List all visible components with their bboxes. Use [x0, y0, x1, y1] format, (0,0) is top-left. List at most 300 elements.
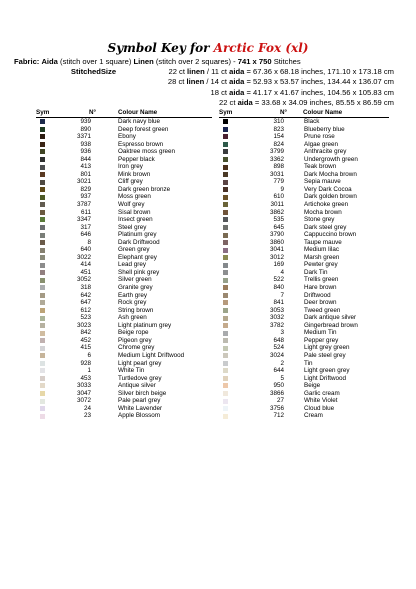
symbol-swatch-icon	[223, 383, 228, 388]
floss-number: 318	[80, 284, 91, 292]
color-key-row	[219, 126, 389, 134]
color-key-row	[36, 307, 212, 315]
color-key-row	[219, 224, 389, 232]
symbol-swatch-icon	[40, 270, 45, 275]
stitched-size-line	[168, 77, 394, 87]
floss-number: 645	[273, 223, 284, 231]
color-key-row	[219, 156, 389, 164]
color-key-row	[36, 344, 212, 352]
symbol-swatch-icon	[223, 233, 228, 238]
colour-name: Garlic cream	[304, 389, 340, 397]
color-key-row	[219, 261, 389, 269]
colour-name: Dark antique silver	[304, 314, 357, 322]
title-prefix: Symbol Key for	[107, 41, 214, 55]
header-num: N°	[89, 109, 97, 116]
floss-number: 3022	[76, 253, 91, 261]
color-key-row	[36, 375, 212, 383]
symbol-swatch-icon	[223, 338, 228, 343]
color-key-row	[219, 276, 389, 284]
size-part: aida	[229, 77, 245, 87]
floss-number: 3032	[269, 314, 284, 322]
symbol-swatch-icon	[40, 346, 45, 351]
colour-name: Shell pink grey	[118, 268, 160, 276]
colour-name: Stone grey	[304, 216, 335, 224]
stitched-size-line	[168, 88, 394, 98]
symbol-swatch-icon	[223, 308, 228, 313]
stitched-size-block	[70, 67, 394, 109]
floss-number: 3	[280, 329, 284, 337]
colour-name: Undergrowth green	[304, 155, 358, 163]
colour-name: Cappuccino brown	[304, 231, 357, 239]
color-key-row	[36, 329, 212, 337]
color-key-row	[219, 201, 389, 209]
symbol-swatch-icon	[223, 119, 228, 124]
symbol-swatch-icon	[223, 202, 228, 207]
symbol-swatch-icon	[40, 376, 45, 381]
color-key-row	[219, 118, 389, 126]
stitch-count-label: Stitches	[273, 57, 301, 66]
colour-name: Deer brown	[304, 299, 337, 307]
color-key-row	[36, 224, 212, 232]
color-key-row	[219, 148, 389, 156]
symbol-swatch-icon	[40, 316, 45, 321]
color-key-row	[219, 314, 389, 322]
colour-name: Beige	[304, 382, 321, 390]
floss-number: 4	[280, 268, 284, 276]
floss-number: 640	[80, 246, 91, 254]
colour-name: Algae green	[304, 140, 338, 148]
floss-number: 3041	[269, 246, 284, 254]
colour-name: Pale steel grey	[304, 351, 346, 359]
size-part: linen	[187, 67, 205, 76]
floss-number: 3756	[269, 404, 284, 412]
colour-name: Antique silver	[118, 382, 156, 390]
size-part: = 52.93 x 53.57 inches, 134.44 x 136.07 cm	[244, 77, 394, 87]
symbol-swatch-icon	[40, 165, 45, 170]
header-num: N°	[280, 109, 288, 116]
fabric-aida: Aida	[41, 57, 58, 66]
colour-name: Chrome grey	[118, 344, 155, 352]
floss-number: 310	[273, 118, 284, 125]
color-key-row	[219, 367, 389, 375]
floss-number: 3371	[76, 133, 91, 141]
colour-name: Pepper grey	[304, 336, 339, 344]
color-key-row	[36, 299, 212, 307]
floss-number: 317	[80, 223, 91, 231]
colour-name: Hare brown	[304, 284, 337, 292]
colour-name: Iron grey	[118, 163, 143, 171]
color-key-row	[219, 360, 389, 368]
size-part: aida	[237, 98, 253, 108]
symbol-swatch-icon	[223, 300, 228, 305]
color-key-row	[36, 156, 212, 164]
floss-number: 824	[273, 140, 284, 148]
symbol-swatch-icon	[223, 414, 228, 419]
fabric-linen: Linen	[133, 57, 154, 66]
color-key-row	[36, 360, 212, 368]
symbol-swatch-icon	[40, 361, 45, 366]
colour-name: Pigeon grey	[118, 336, 152, 344]
color-key-row	[219, 397, 389, 405]
symbol-swatch-icon	[223, 149, 228, 154]
symbol-swatch-icon	[223, 270, 228, 275]
colour-name: Silver birch beige	[118, 389, 167, 397]
floss-number: 939	[80, 118, 91, 125]
colour-name: Light pearl grey	[118, 359, 162, 367]
floss-number: 3053	[269, 306, 284, 314]
floss-number: 3011	[270, 201, 284, 209]
symbol-swatch-icon	[40, 233, 45, 238]
symbol-swatch-icon	[223, 142, 228, 147]
color-key-row	[36, 148, 212, 156]
symbol-swatch-icon	[40, 331, 45, 336]
floss-number: 712	[273, 412, 284, 420]
floss-number: 413	[80, 163, 91, 171]
color-key-row	[219, 171, 389, 179]
size-part: aida	[229, 67, 245, 76]
floss-number: 3031	[269, 170, 284, 178]
colour-name: Tweed green	[304, 306, 341, 314]
header-sym: Sym	[219, 109, 233, 116]
fabric-aida-note: (stitch over 1 square)	[60, 57, 132, 66]
symbol-swatch-icon	[223, 180, 228, 185]
floss-number: 898	[273, 163, 284, 171]
symbol-swatch-icon	[40, 202, 45, 207]
floss-number: 844	[80, 155, 91, 163]
colour-name: Black	[304, 118, 320, 125]
color-key-row	[219, 352, 389, 360]
color-key-row	[219, 344, 389, 352]
symbol-swatch-icon	[40, 248, 45, 253]
floss-number: 3012	[269, 253, 284, 261]
floss-number: 937	[80, 193, 91, 201]
colour-name: Trellis green	[304, 276, 339, 284]
colour-name: Cliff grey	[118, 178, 143, 186]
color-key-row	[36, 239, 212, 247]
floss-number: 611	[80, 208, 91, 216]
colour-name: Medium lilac	[304, 246, 339, 254]
colour-name: Dark Tin	[304, 268, 328, 276]
colour-name: Medium Tin	[304, 329, 337, 337]
symbol-swatch-icon	[40, 187, 45, 192]
symbol-swatch-icon	[40, 399, 45, 404]
floss-number: 415	[80, 344, 91, 352]
floss-number: 2	[280, 359, 284, 367]
symbol-swatch-icon	[223, 210, 228, 215]
floss-number: 3782	[269, 321, 284, 329]
floss-number: 6	[87, 351, 91, 359]
color-key-row	[219, 254, 389, 262]
size-part: 18 ct	[210, 87, 230, 97]
symbol-swatch-icon	[223, 391, 228, 396]
color-key-row	[219, 375, 389, 383]
color-key-row	[219, 412, 389, 420]
colour-name: Taupe mauve	[304, 238, 342, 246]
symbol-swatch-icon	[40, 255, 45, 260]
colour-name: Medium Light Driftwood	[118, 351, 185, 359]
color-key-row	[219, 193, 389, 201]
color-key-row	[219, 269, 389, 277]
colour-name: Sisal brown	[118, 208, 151, 216]
symbol-swatch-icon	[40, 308, 45, 313]
color-key-row	[219, 216, 389, 224]
size-part: 28 ct	[167, 77, 187, 87]
floss-number: 823	[273, 125, 284, 133]
floss-number: 8	[87, 238, 91, 246]
color-key-row	[36, 231, 212, 239]
symbol-swatch-icon	[40, 383, 45, 388]
symbol-swatch-icon	[223, 240, 228, 245]
floss-number: 24	[83, 404, 91, 412]
color-key-row	[36, 171, 212, 179]
stitched-size-line	[168, 98, 394, 108]
symbol-swatch-icon	[40, 142, 45, 147]
floss-number: 524	[273, 344, 284, 352]
color-key-row	[36, 163, 212, 171]
color-key-row	[36, 133, 212, 141]
symbol-swatch-icon	[40, 210, 45, 215]
symbol-swatch-icon	[223, 217, 228, 222]
floss-number: 1	[87, 367, 91, 375]
size-part: = 67.36 x 68.18 inches, 171.10 x 173.18 cm	[244, 67, 394, 76]
color-key-row	[219, 141, 389, 149]
symbol-key-right-column	[219, 109, 389, 420]
floss-number: 3047	[76, 389, 91, 397]
color-key-row	[36, 352, 212, 360]
symbol-swatch-icon	[223, 331, 228, 336]
colour-name: Granite grey	[118, 284, 153, 292]
stitch-count: 741 x 750	[237, 57, 272, 66]
symbol-swatch-icon	[223, 368, 228, 373]
symbol-swatch-icon	[223, 316, 228, 321]
header-name: Colour Name	[118, 109, 158, 116]
colour-name: Earth grey	[118, 291, 148, 299]
symbol-swatch-icon	[223, 248, 228, 253]
color-key-row	[219, 231, 389, 239]
color-key-row	[36, 118, 212, 126]
symbol-swatch-icon	[223, 323, 228, 328]
color-key-row	[36, 261, 212, 269]
color-key-row	[36, 322, 212, 330]
floss-number: 154	[273, 133, 284, 141]
floss-number: 801	[80, 170, 91, 178]
symbol-swatch-icon	[40, 263, 45, 268]
colour-name: Light green grey	[304, 367, 350, 375]
colour-name: Mocha brown	[304, 208, 342, 216]
symbol-swatch-icon	[223, 293, 228, 298]
colour-name: Green grey	[118, 246, 150, 254]
symbol-swatch-icon	[40, 414, 45, 419]
floss-number: 829	[80, 185, 91, 193]
colour-name: Beige rope	[118, 329, 149, 337]
header-name: Colour Name	[303, 109, 343, 116]
colour-name: Pale pearl grey	[118, 397, 161, 405]
colour-name: Dark golden brown	[304, 193, 357, 201]
symbol-swatch-icon	[40, 368, 45, 373]
floss-number: 414	[80, 261, 91, 269]
floss-number: 3072	[76, 397, 91, 405]
colour-name: Moss green	[118, 193, 151, 201]
color-key-row	[219, 186, 389, 194]
floss-number: 3799	[269, 148, 284, 156]
floss-number: 928	[80, 359, 91, 367]
color-key-row	[36, 276, 212, 284]
color-key-row	[219, 133, 389, 141]
colour-name: Teak brown	[304, 163, 337, 171]
color-key-row	[219, 299, 389, 307]
color-key-row	[219, 382, 389, 390]
colour-name: Wolf grey	[118, 201, 145, 209]
floss-number: 453	[80, 374, 91, 382]
symbol-swatch-icon	[223, 187, 228, 192]
colour-name: Turtledove grey	[118, 374, 162, 382]
floss-number: 522	[273, 276, 284, 284]
floss-number: 523	[80, 314, 91, 322]
floss-number: 3052	[76, 276, 91, 284]
color-key-row	[36, 254, 212, 262]
floss-number: 169	[273, 261, 284, 269]
size-part: = 41.17 x 41.67 inches, 104.56 x 105.83 cm	[244, 87, 394, 97]
color-key-row	[36, 193, 212, 201]
floss-number: 642	[80, 291, 91, 299]
size-part: / 14 ct	[204, 77, 230, 87]
color-key-row	[219, 178, 389, 186]
color-key-row	[36, 390, 212, 398]
colour-name: Dark green bronze	[118, 185, 171, 193]
floss-number: 3860	[269, 238, 284, 246]
size-part: aida	[229, 87, 245, 97]
colour-name: Light grey green	[304, 344, 350, 352]
symbol-swatch-icon	[223, 134, 228, 139]
symbol-swatch-icon	[40, 119, 45, 124]
symbol-swatch-icon	[40, 217, 45, 222]
floss-number: 610	[273, 193, 284, 201]
color-key-row	[219, 163, 389, 171]
colour-name: Apple Blossom	[118, 412, 160, 420]
floss-number: 842	[80, 329, 91, 337]
symbol-swatch-icon	[223, 346, 228, 351]
color-key-row	[219, 292, 389, 300]
floss-number: 9	[280, 185, 284, 193]
colour-name: Cloud blue	[304, 404, 335, 412]
size-part: / 11 ct	[204, 67, 230, 76]
color-key-row	[36, 246, 212, 254]
symbol-swatch-icon	[223, 263, 228, 268]
floss-number: 840	[273, 284, 284, 292]
color-key-row	[219, 337, 389, 345]
colour-name: Sepia mauve	[304, 178, 341, 186]
symbol-swatch-icon	[40, 180, 45, 185]
colour-name: Blueberry blue	[304, 125, 345, 133]
floss-number: 3347	[76, 216, 91, 224]
floss-number: 646	[80, 231, 91, 239]
floss-number: 27	[276, 397, 284, 405]
colour-name: Artichoke green	[304, 201, 349, 209]
symbol-swatch-icon	[223, 285, 228, 290]
colour-name: Silver green	[118, 276, 152, 284]
color-key-row	[219, 209, 389, 217]
symbol-swatch-icon	[40, 338, 45, 343]
color-key-row	[36, 382, 212, 390]
symbol-swatch-icon	[223, 278, 228, 283]
symbol-swatch-icon	[40, 195, 45, 200]
floss-number: 936	[80, 148, 91, 156]
symbol-swatch-icon	[223, 165, 228, 170]
floss-number: 3866	[269, 389, 284, 397]
floss-number: 647	[80, 299, 91, 307]
colour-name: White Lavender	[118, 404, 163, 412]
colour-name: Oaktree moss green	[118, 148, 176, 156]
symbol-swatch-icon	[40, 225, 45, 230]
floss-number: 648	[273, 336, 284, 344]
symbol-swatch-icon	[223, 127, 228, 132]
symbol-swatch-icon	[223, 157, 228, 162]
colour-name: Light Driftwood	[304, 374, 346, 382]
colour-name: Dark Mocha brown	[304, 170, 357, 178]
color-key-row	[36, 367, 212, 375]
floss-number: 3024	[269, 351, 284, 359]
floss-number: 3787	[76, 201, 91, 209]
colour-name: Lead grey	[118, 261, 147, 269]
color-key-row	[36, 397, 212, 405]
colour-name: Marsh green	[304, 253, 340, 261]
floss-number: 5	[280, 374, 284, 382]
color-key-row	[36, 284, 212, 292]
symbol-swatch-icon	[223, 406, 228, 411]
symbol-swatch-icon	[40, 323, 45, 328]
floss-number: 890	[80, 125, 91, 133]
colour-name: Dark steel grey	[304, 223, 347, 231]
fabric-line	[14, 57, 301, 66]
symbol-swatch-icon	[40, 353, 45, 358]
colour-name: Tin	[304, 359, 313, 367]
floss-number: 779	[273, 178, 284, 186]
colour-name: Ash green	[118, 314, 147, 322]
symbol-swatch-icon	[40, 300, 45, 305]
color-key-row	[36, 292, 212, 300]
color-key-row	[219, 405, 389, 413]
colour-name: White Violet	[304, 397, 338, 405]
floss-number: 7	[280, 291, 284, 299]
colour-name: Insect green	[118, 216, 153, 224]
color-key-row	[219, 322, 389, 330]
size-part: 22 ct	[219, 98, 238, 108]
floss-number: 3023	[76, 321, 91, 329]
colour-name: Gingerbread brown	[304, 321, 358, 329]
colour-name: Deep forest green	[118, 125, 169, 133]
floss-number: 3033	[76, 382, 91, 390]
floss-number: 451	[80, 268, 91, 276]
colour-name: Prune rose	[304, 133, 335, 141]
color-key-row	[219, 390, 389, 398]
color-key-row	[36, 405, 212, 413]
colour-name: Pewter grey	[304, 261, 338, 269]
symbol-swatch-icon	[223, 172, 228, 177]
colour-name: White Tin	[118, 367, 145, 375]
stitched-size-label: StitchedSize	[70, 67, 117, 76]
symbol-swatch-icon	[223, 376, 228, 381]
fabric-linen-note: (stitch over 2 squares) -	[155, 57, 236, 66]
symbol-swatch-icon	[223, 225, 228, 230]
colour-name: Driftwood	[304, 291, 331, 299]
colour-name: Very Dark Cocoa	[304, 185, 352, 193]
floss-number: 3362	[269, 155, 284, 163]
floss-number: 535	[273, 216, 284, 224]
page-title	[0, 41, 416, 55]
symbol-swatch-icon	[40, 172, 45, 177]
floss-number: 23	[83, 412, 91, 420]
symbol-swatch-icon	[40, 285, 45, 290]
